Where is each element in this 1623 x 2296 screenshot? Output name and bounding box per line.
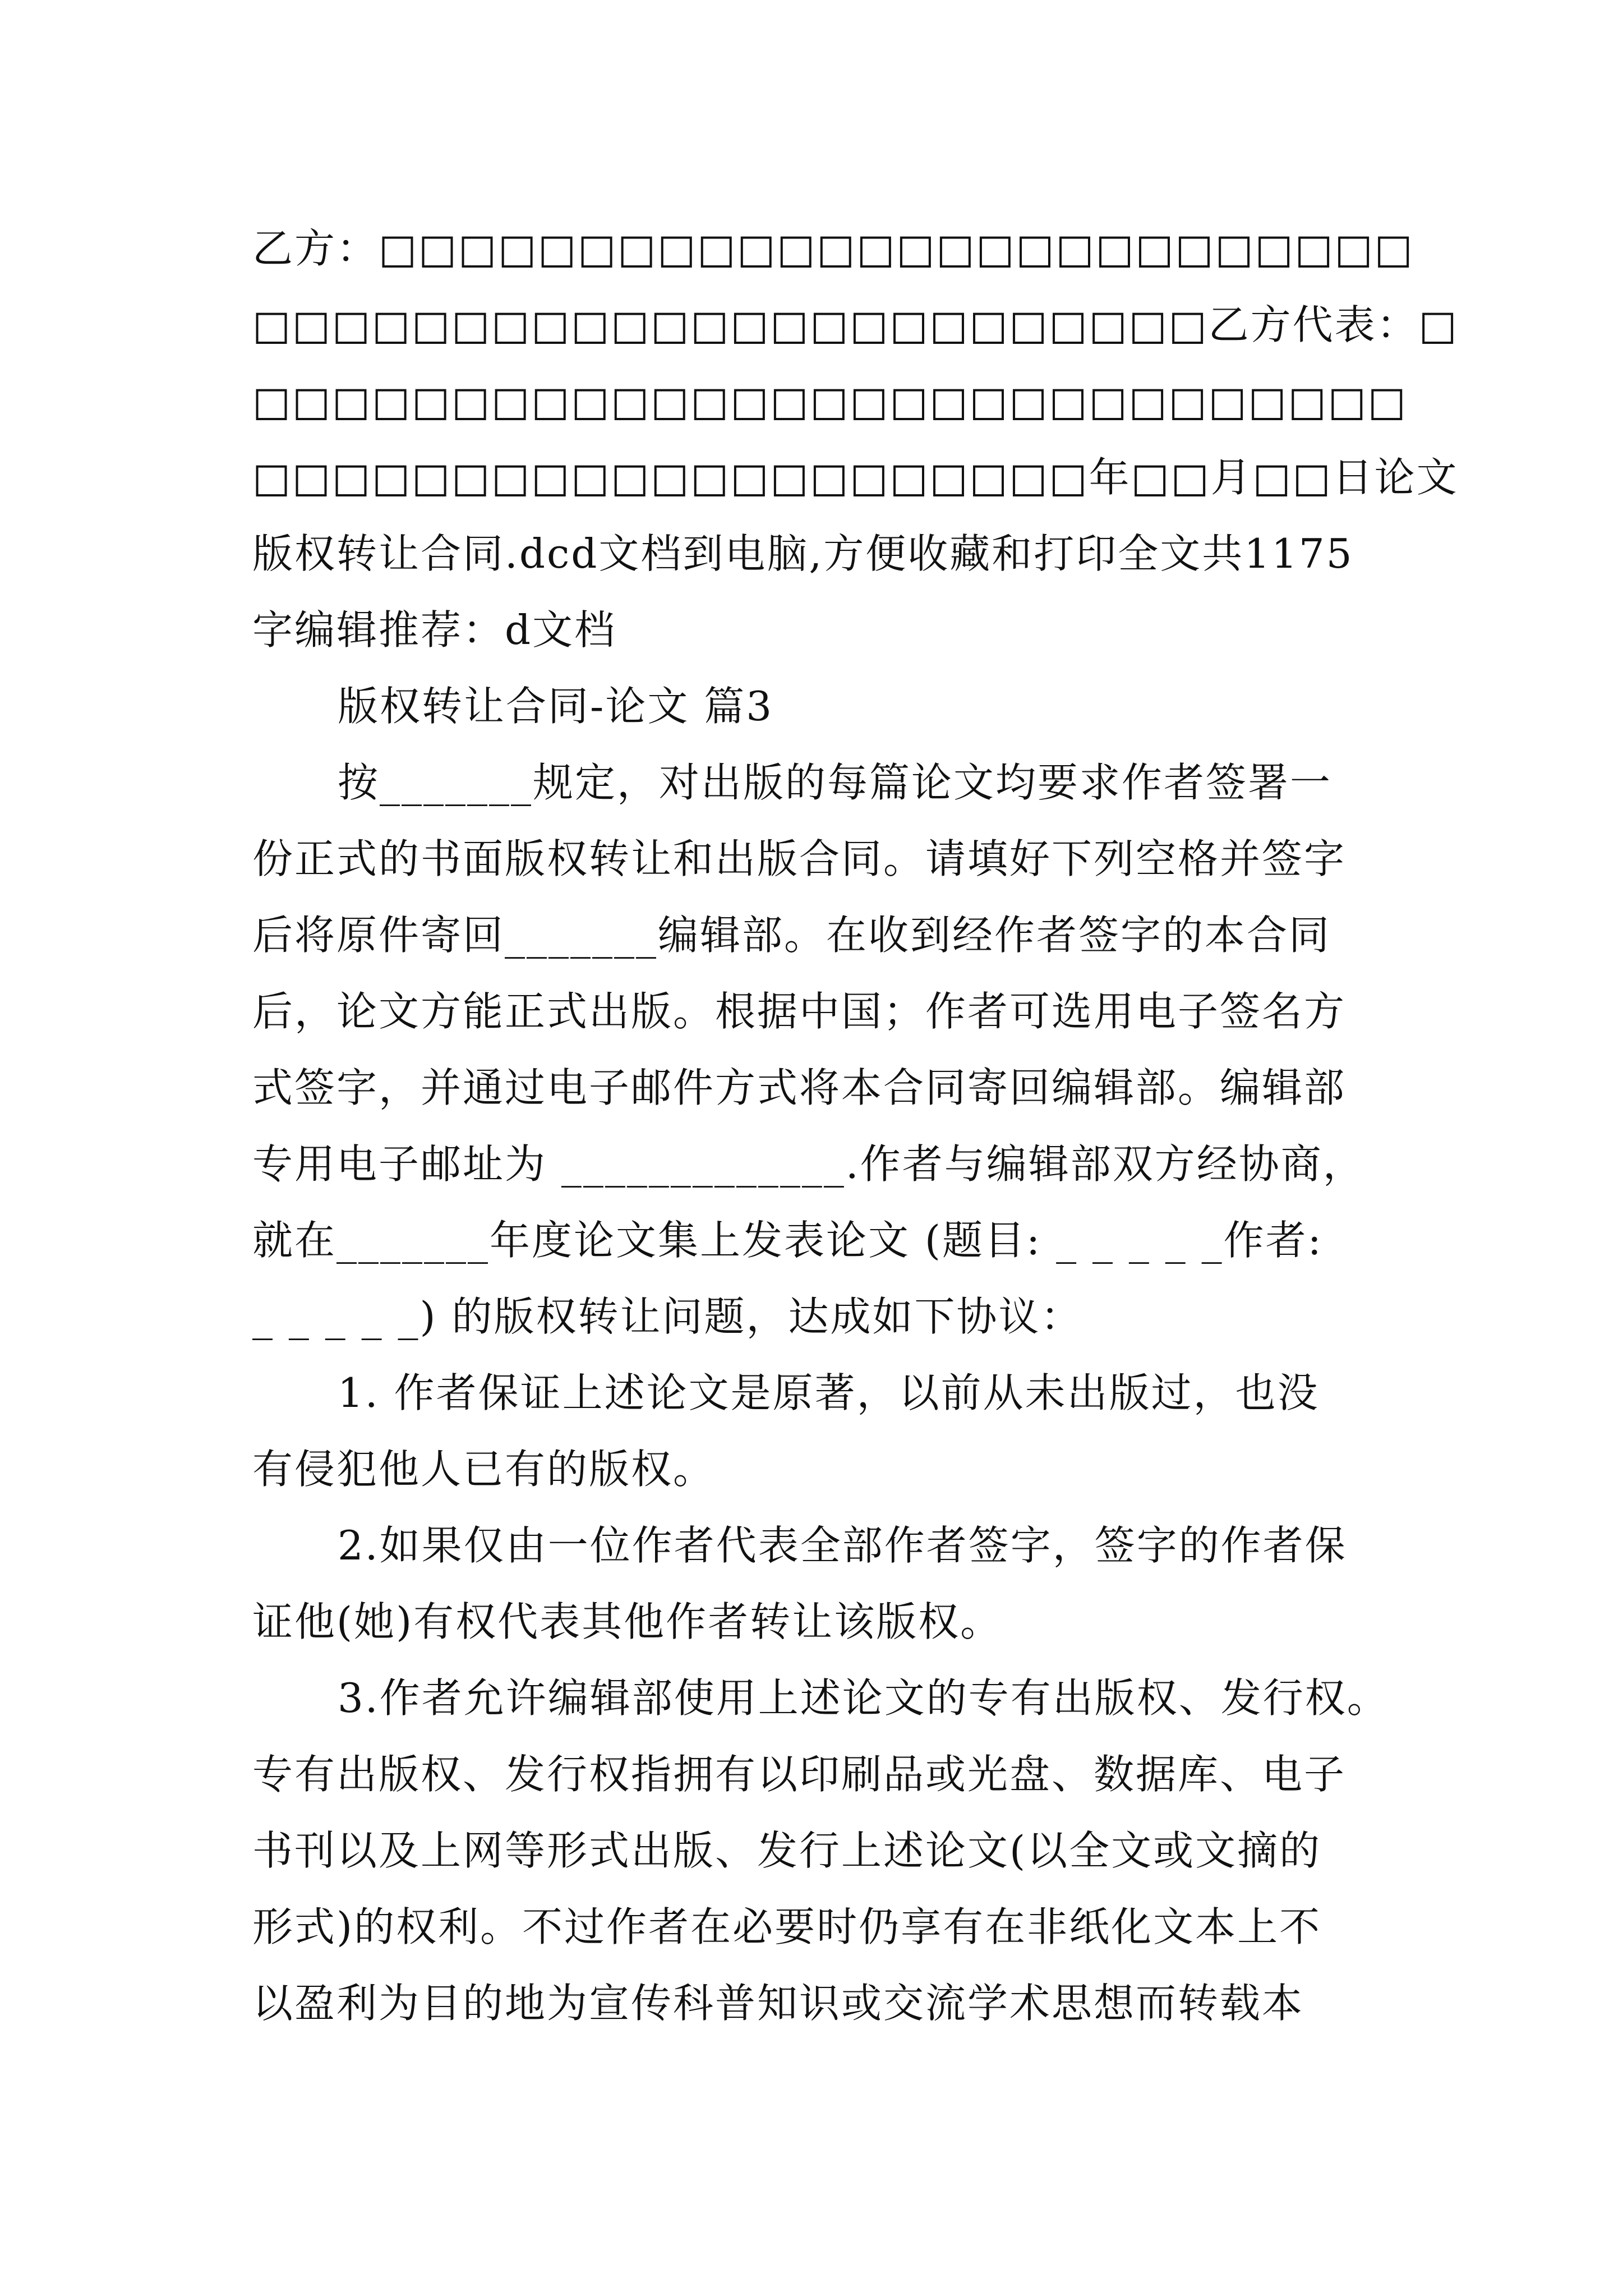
text-line: □□□□□□□□□□□□□□□□□□□□□年□□月□□日论文: [252, 454, 1459, 501]
text-line: 份正式的书面版权转让和出版合同。请填好下列空格并签字: [252, 835, 1347, 882]
text-line: 专用电子邮址为 _____________.作者与编辑部双方经协商，: [252, 1140, 1365, 1188]
text-line: 有侵犯他人已有的版权。: [252, 1446, 716, 1493]
text-line: 乙方：□□□□□□□□□□□□□□□□□□□□□□□□□□: [252, 225, 1414, 272]
text-line: 式签字，并通过电子邮件方式将本合同寄回编辑部。编辑部: [252, 1064, 1347, 1111]
text-line: 书刊以及上网等形式出版、发行上述论文(以全文或文摘的: [252, 1827, 1322, 1874]
text-line: _ _ _ _ _) 的版权转让问题，达成如下协议：: [252, 1293, 1083, 1340]
text-line: 以盈利为目的地为宣传科普知识或交流学术思想而转载本: [252, 1980, 1304, 2027]
agreement-item-2: [252, 1507, 1376, 1660]
text-line: 字编辑推荐：d文档: [252, 606, 617, 654]
contract-signature-block: [252, 210, 1459, 668]
text-line: 证他(她)有权代表其他作者转让该版权。: [252, 1598, 1003, 1645]
text-line: 后，论文方能正式出版。根据中国；作者可选用电子签名方: [252, 988, 1347, 1035]
text-line: 形式)的权利。不过作者在必要时仍享有在非纸化文本上不: [252, 1903, 1322, 1950]
text-line: □□□□□□□□□□□□□□□□□□□□□□□□乙方代表：□: [252, 301, 1459, 348]
text-line: 按_______规定，对出版的每篇论文均要求作者签署一: [338, 759, 1332, 806]
text-line: 版权转让合同.dcd文档到电脑,方便收藏和打印全文共1175: [252, 530, 1354, 577]
agreement-item-1: [252, 1355, 1376, 1507]
text-line: 2.如果仅由一位作者代表全部作者签字，签字的作者保: [338, 1522, 1347, 1569]
text-line: 3.作者允许编辑部使用上述论文的专有出版权、发行权。: [338, 1674, 1389, 1722]
document-body: [252, 210, 1459, 2041]
text-line: 1. 作者保证上述论文是原著，以前从未出版过，也没: [338, 1369, 1320, 1416]
text-line: 就在_______年度论文集上发表论文 (题目: _ _ _ _ _作者:: [252, 1217, 1323, 1264]
section-heading: 版权转让合同-论文 篇3: [338, 683, 774, 730]
intro-paragraph: [252, 744, 1376, 1355]
agreement-item-3: [252, 1660, 1389, 2041]
text-line: 后将原件寄回_______编辑部。在收到经作者签字的本合同: [252, 912, 1331, 959]
text-line: □□□□□□□□□□□□□□□□□□□□□□□□□□□□□: [252, 378, 1408, 425]
text-line: 专有出版权、发行权指拥有以印刷品或光盘、数据库、电子: [252, 1751, 1347, 1798]
section-heading-block: [252, 668, 1376, 744]
